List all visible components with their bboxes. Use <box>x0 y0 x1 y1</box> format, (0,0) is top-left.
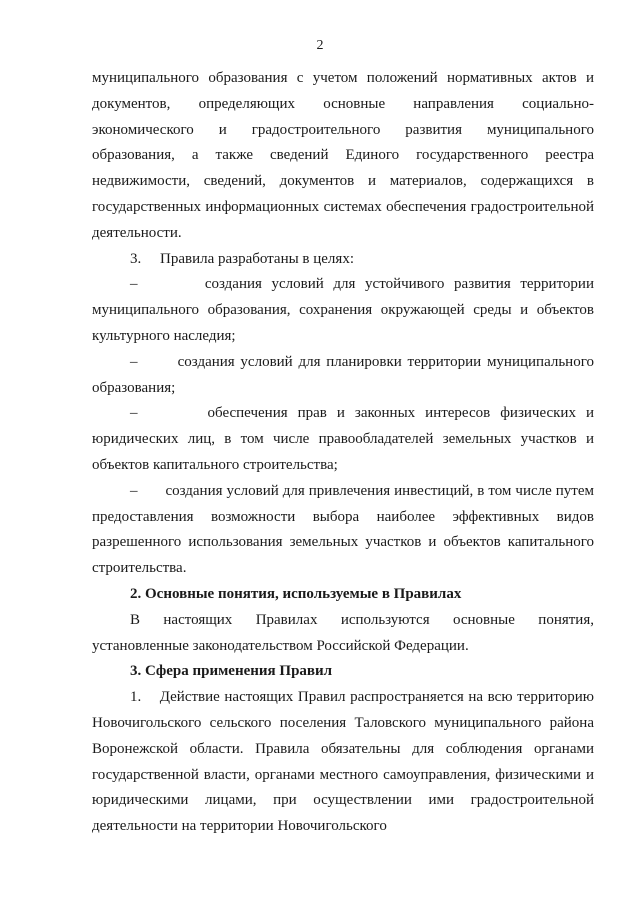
list-item-sustainable-development: – создания условий для устойчивого развития территории муниципального образования, сохранения окружающей среды и объектов культурного наследия; <box>92 276 594 344</box>
section-heading-scope: 3. Сфера применения Правил <box>130 663 333 680</box>
list-item-rights-protection: – обеспечения прав и законных интересов физических и юридических лиц, в том числе правообладателей земельных участков и объектов капитального строительства; <box>92 405 594 473</box>
paragraph-intro-continuation: муниципального образования с учетом положений нормативных актов и документов, определяющих основные направления социально-экономического и градостроительного развития муниципального образования, а также сведений Единого государственного реестра недвижимости, сведений, документов и материалов, содержащихся в государственных информационных системах обеспечения градостроительной деятельности. <box>92 70 594 241</box>
paragraph-item-3: 3. Правила разработаны в целях: <box>130 250 354 267</box>
paragraph-scope-item-1: 1. Действие настоящих Правил распространяется на всю территорию Новочигольского сельского поселения Таловского муниципального района Воронежской области. Правила обязательны для соблюдения органами государственной власти, органами местного самоуправления, физическими и юридическими лицами, при осуществлении ими градостроительной деятельности на территории Новочигольского <box>92 689 594 835</box>
document-body <box>92 66 594 840</box>
section-heading-basic-concepts: 2. Основные понятия, используемые в Правилах <box>130 585 462 602</box>
list-item-territory-planning: – создания условий для планировки территории муниципального образования; <box>92 353 594 396</box>
list-item-investment: – создания условий для привлечения инвестиций, в том числе путем предоставления возможности выбора наиболее эффективных видов разрешенного использования земельных участков и объектов капитального строительства. <box>92 482 594 577</box>
paragraph-basic-concepts: В настоящих Правилах используются основные понятия, установленные законодательством Российской Федерации. <box>92 611 594 654</box>
page-number: 2 <box>316 38 324 53</box>
